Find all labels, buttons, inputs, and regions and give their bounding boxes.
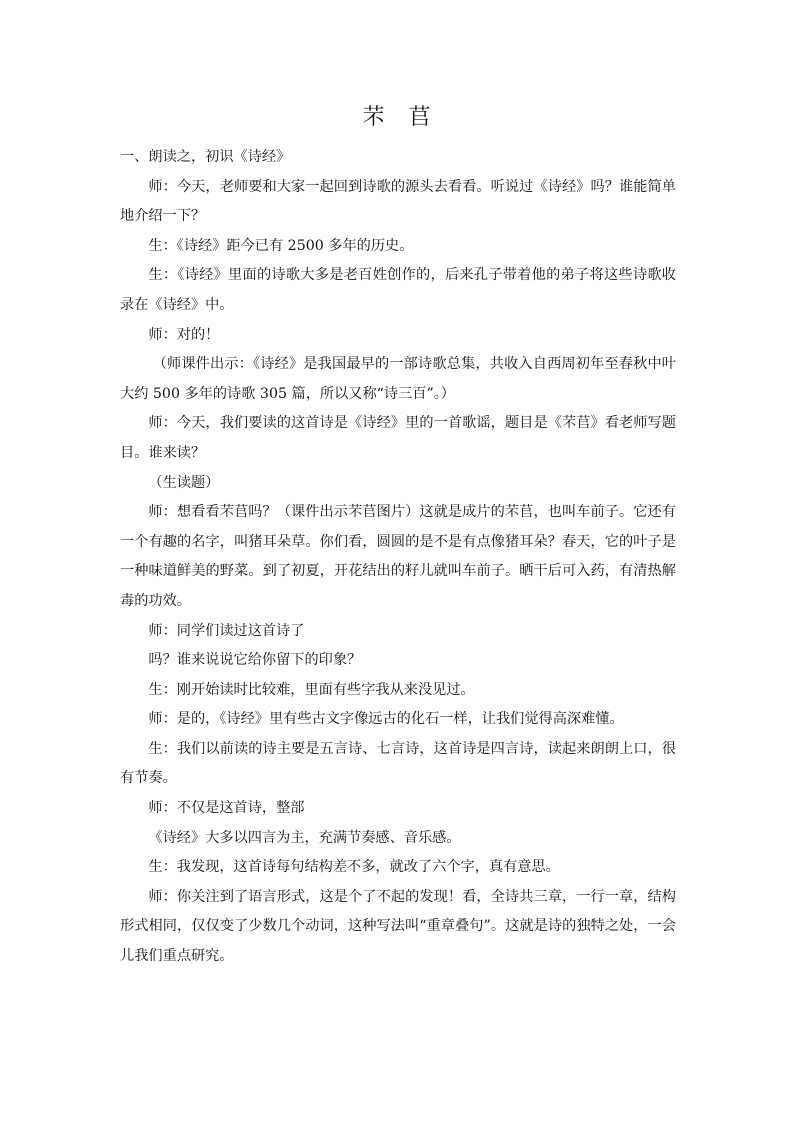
paragraph: 师：对的！	[148, 326, 220, 343]
paragraph: （师课件出示：《诗经》是我国最早的一部诗歌总集，共收入自西周初年至春秋中叶大约 500 多年的诗歌 305 篇，所以又称“诗三百”。）	[120, 356, 676, 402]
paragraph: 师：你关注到了语言形式，这是个了不起的发现！看，全诗共三章，一行一章，结构形式相同，仅仅变了少数几个动词，这种写法叫“重章叠句”。这就是诗的独特之处，一会儿我们重点研究。	[120, 888, 676, 965]
paragraph: 生：我们以前读的诗主要是五言诗、七言诗，这首诗是四言诗，读起来朗朗上口，很有节奏。	[120, 740, 676, 787]
paragraph: 生：《诗经》里面的诗歌大多是老百姓创作的，后来孔子带着他的弟子将这些诗歌收录在《诗经》中。	[120, 267, 676, 313]
page-title: 芣 苢	[362, 105, 432, 130]
section-heading: 一、朗读之，初识《诗经》	[120, 149, 291, 165]
paragraph: 吗？谁来说说它给你留下的印象？	[148, 652, 362, 669]
document-body	[120, 143, 676, 972]
paragraph: 生：《诗经》距今已有 2500 多年的历史。	[148, 237, 414, 254]
paragraph: 师：想看看芣苢吗？（课件出示芣苢图片）这就是成片的芣苢，也叫车前子。它还有一个有趣的名字，叫猪耳朵草。你们看，圆圆的是不是有点像猪耳朵？春天，它的叶子是一种味道鲜美的野菜。到了初夏，开花结出的籽儿就叫车前子。晒干后可入药，有清热解毒的功效。	[120, 504, 676, 609]
paragraph: 生：刚开始读时比较难，里面有些字我从来没见过。	[148, 681, 475, 698]
paragraph: 师：今天，我们要读的这首诗是《诗经》里的一首歌谣，题目是《芣苢》看老师写题目。谁来读？	[120, 415, 676, 461]
paragraph: 师：不仅是这首诗，整部	[148, 800, 305, 817]
paragraph: 师：同学们读过这首诗了	[148, 622, 305, 639]
paragraph: （生读题）	[148, 474, 220, 491]
paragraph: 师：今天，老师要和大家一起回到诗歌的源头去看看。听说过《诗经》吗？谁能简单地介绍一下？	[120, 178, 676, 225]
paragraph: 师：是的，《诗经》里有些古文字像远古的化石一样，让我们觉得高深难懂。	[148, 711, 624, 728]
paragraph: 生：我发现，这首诗每句结构差不多，就改了六个字，真有意思。	[148, 859, 560, 876]
paragraph: 《诗经》大多以四言为主，充满节奏感、音乐感。	[148, 829, 461, 846]
